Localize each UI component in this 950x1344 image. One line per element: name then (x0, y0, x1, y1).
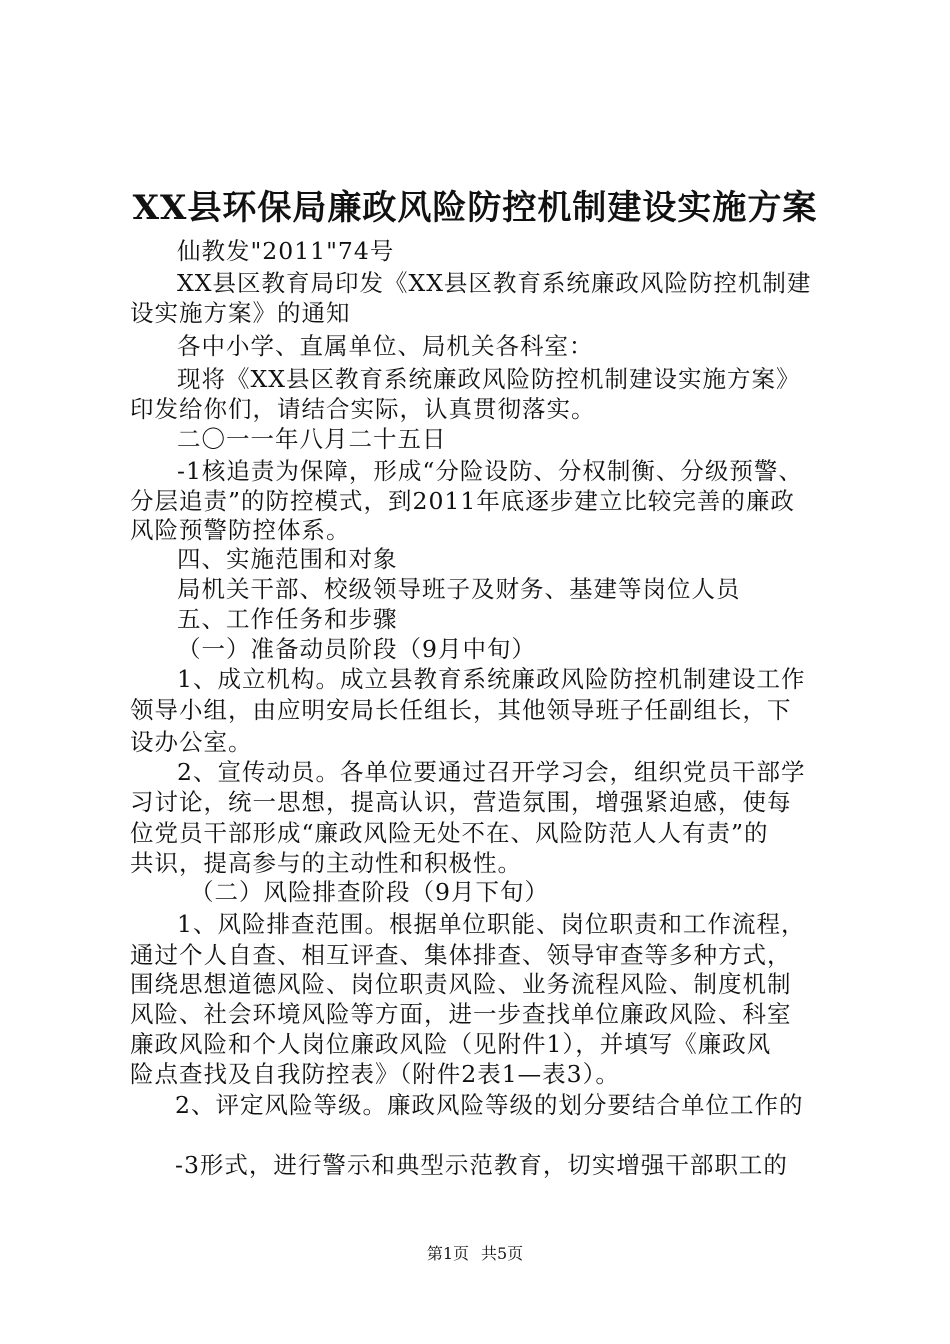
notice-heading-line: XX县区教育局印发《XX县区教育系统廉政风险防控机制建 (177, 269, 812, 297)
paragraph-line: 围绕思想道德风险、岗位职责风险、业务流程风险、制度机制 (130, 970, 792, 998)
paragraph-line: 通过个人自查、相互评查、集体排查、领导审查等多种方式， (130, 941, 792, 969)
paragraph-line: 分层追责”的防控模式，到2011年底逐步建立比较完善的廉政 (130, 487, 795, 515)
paragraph-line: -1核追责为保障，形成“分险设防、分权制衡、分级预警、 (177, 457, 803, 485)
date-line: 二〇一一年八月二十五日 (177, 425, 447, 453)
paragraph-line: 2、宣传动员。各单位要通过召开学习会，组织党员干部学 (177, 758, 806, 786)
paragraph-line: 位党员干部形成“廉政风险无处不在、风险防范人人有责”的 (130, 819, 769, 847)
paragraph-line: 1、成立机构。成立县教育系统廉政风险防控机制建设工作 (177, 665, 806, 693)
document-title: XX县环保局廉政风险防控机制建设实施方案 (132, 188, 818, 228)
subsection-heading: （一）准备动员阶段（9月中旬） (177, 635, 536, 663)
page-footer (0, 1244, 950, 1264)
paragraph-line: 设办公室。 (130, 728, 253, 756)
section-heading: 五、工作任务和步骤 (177, 605, 398, 633)
paragraph-line: 风险、社会环境风险等方面，进一步查找单位廉政风险、科室 (130, 1000, 792, 1028)
paragraph-line: 现将《XX县区教育系统廉政风险防控机制建设实施方案》 (177, 365, 801, 393)
paragraph-line: -3形式，进行警示和典型示范教育，切实增强干部职工的 (175, 1151, 788, 1179)
paragraph-line: 1、风险排查范围。根据单位职能、岗位职责和工作流程， (177, 910, 806, 938)
paragraph-line: 风险预警防控体系。 (130, 516, 351, 544)
paragraph-line: 局机关干部、校级领导班子及财务、基建等岗位人员 (177, 575, 741, 603)
paragraph-line: 共识，提高参与的主动性和积极性。 (130, 849, 522, 877)
paragraph-line: 领导小组，由应明安局长任组长，其他领导班子任副组长，下 (130, 696, 792, 724)
subsection-heading: （二）风险排查阶段（9月下旬） (190, 878, 549, 906)
page-number: 第1页 (426, 1244, 469, 1263)
page-total: 共5页 (481, 1244, 524, 1263)
paragraph-line: 险点查找及自我防控表》（附件2表1—表3）。 (130, 1060, 620, 1088)
document-number: 仙教发"2011"74号 (177, 237, 395, 265)
paragraph-line: 习讨论，统一思想，提高认识，营造氛围，增强紧迫感，使每 (130, 788, 792, 816)
paragraph-line: 印发给你们，请结合实际，认真贯彻落实。 (130, 395, 596, 423)
recipients-line: 各中小学、直属单位、局机关各科室： (177, 332, 594, 360)
section-heading: 四、实施范围和对象 (177, 545, 398, 573)
notice-heading-line: 设实施方案》的通知 (130, 299, 351, 327)
paragraph-line: 2、评定风险等级。廉政风险等级的划分要结合单位工作的 (175, 1091, 804, 1119)
paragraph-line: 廉政风险和个人岗位廉政风险（见附件1），并填写《廉政风 (130, 1030, 772, 1058)
